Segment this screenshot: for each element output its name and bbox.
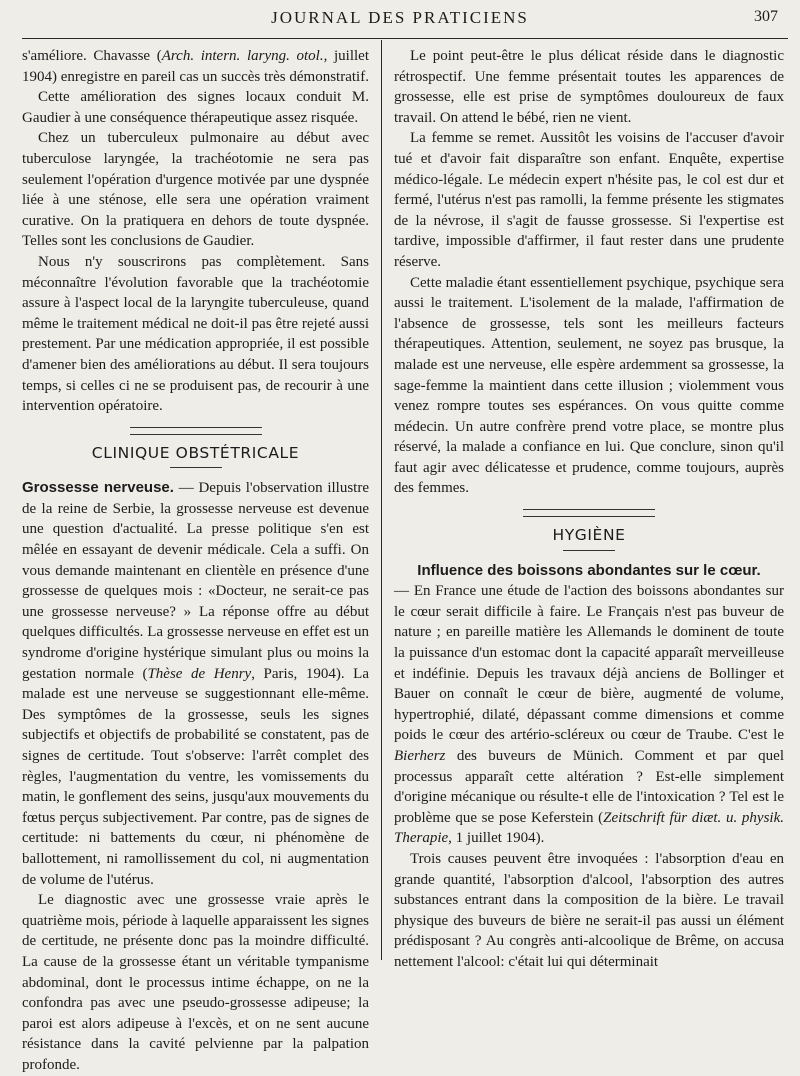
left-column: [22, 46, 369, 1076]
paragraph: Nous n'y souscrirons pas complètement. Sans méconnaître l'évolution favorable que la trachéotomie assure à l'aspect local de la laryngite tuberculeuse, quand même le traitement médical ne doit-il pas être rejeté aussi prestement. Par une médication appropriée, il est possible d'amener bien des améliorations au début. Il sera toujours temps, si celles ci ne se produisent pas, de recourir à une intervention opératoire.: [22, 253, 369, 415]
section-heading: HYGIÈNE: [552, 526, 626, 545]
paragraph: Le diagnostic avec une grossesse vraie après le quatrième mois, période à laquelle apparaissent les signes de certitude, ne présente donc pas la moindre difficulté. La cause de la grossesse étant un véritable tympanisme abdominal, dont le processus intime échappe, on ne la confondra pas avec une pseudo-grossesse adipeuse; la paroi est alors adipeuse à l'excès, et on ne sent aucune résistance dans la cavité pelvienne par la palpation profonde.: [22, 892, 369, 1073]
article-title: Influence des boissons abondantes sur le cœur.: [417, 561, 761, 579]
paragraph: — En France une étude de l'action des boissons abondantes sur le cœur serait difficile à faire. Le Français n'est pas buveur de nature ; en pareille matière les Allemands le dominent de toute la puissance d'un estomac dont la capacité apparaît merveilleuse et indéfinie. Depuis les travaux déjà anciens de Bollinger et Bauer on connaît le cœur de bière, augmenté de volume, hypertrophié, dilaté, dépassant comme dimensions et comme poids le cœur des artério-scléreux ou cœur de Traube. C'est le Bierherz des buveurs de Münich. Comment et par quel processus apparaît cette altération ? Est-elle simplement d'origine mécanique ou résulte-t elle de l'intoxication ? Tel est le problème que se pose Keferstein (Zeitschrift für diæt. u. physik. Therapie, 1 juillet 1904).: [394, 583, 784, 847]
citation: Arch. intern. laryng. otol.,: [161, 48, 328, 64]
header-rule: [22, 38, 788, 39]
heading-underline: [563, 550, 615, 551]
column-divider: [381, 40, 382, 960]
paragraph: s'améliore. Chavasse (Arch. intern. laryng. otol., juillet 1904) enregistre en pareil cas un succès très démonstratif.: [22, 48, 369, 85]
citation: Zeitschrift für diæt. u. physik. Therapie,: [394, 809, 784, 847]
citation: Bierherz: [394, 748, 446, 764]
paragraph: Chez un tuberculeux pulmonaire au début avec tuberculose laryngée, la trachéotomie ne sera pas seulement l'opération d'urgence motivée par une dyspnée liée à une sténose, elle sera une opération vraiment curative. On la pratiquera en dehors de toute dyspnée. Telles sont les conclusions de Gaudier.: [22, 130, 369, 250]
page-number: 307: [754, 8, 778, 25]
section-heading: CLINIQUE OBSTÉTRICALE: [91, 443, 300, 462]
section-divider: [130, 427, 262, 435]
citation: Thèse de Henry: [147, 665, 252, 682]
article-title: Grossesse nerveuse.: [22, 479, 174, 497]
section-divider: [523, 509, 655, 517]
paragraph: Cette maladie étant essentiellement psychique, psychique sera aussi le traitement. L'isolement de la malade, l'affirmation de l'absence de grossesse, tels sont les meilleurs facteurs thérapeutiques. Attention, seulement, ne soyez pas brusque, la malade est une nerveuse, elle espère ardemment sa grossesse, la sage-femme la maintient dans cette illusion ; violemment vous venez rompre toutes ses espérances. On vous quitte comme médecin. Un autre confrère prend votre place, se montre plus réservé, la malade a confiance en lui. Que conclure, sinon qu'il faut agir avec délicatesse et prudence, comme toujours, auprès des femmes.: [394, 274, 784, 497]
paragraph: Le point peut-être le plus délicat réside dans le diagnostic rétrospectif. Une femme présentait toutes les apparences de grossesse, elle est prise de symptômes douloureux de faux travail. On attend le bébé, rien ne vient.: [394, 48, 784, 126]
paragraph: La femme se remet. Aussitôt les voisins de l'accuser d'avoir tué et d'avoir fait disparaître son enfant. Enquête, expertise médico-légale. Le médecin expert n'hésite pas, le col est dur et fermé, l'utérus n'est pas ramolli, la femme présente les stigmates de la névrose, il s'agit de fausse grossesse. Si l'expertise est tardive, impossible d'affirmer, il faut rester dans une prudente réserve.: [394, 130, 784, 270]
right-column: [394, 46, 784, 973]
paragraph: Trois causes peuvent être invoquées : l'absorption d'eau en grande quantité, l'absorption d'alcool, l'absorption des autres substances entrant dans la composition de la bière. Le travail physique des buveurs de bière ne serait-il pas aussi un élément prédisposant ? Au congrès anti-alcoolique de Brême, on accusa nettement l'alcool: c'était lui qui déterminait: [394, 850, 784, 970]
page-header: [0, 8, 800, 34]
paragraph: Cette amélioration des signes locaux conduit M. Gaudier à une conséquence thérapeutique assez risquée.: [22, 89, 369, 126]
running-title: JOURNAL DES PRATICIENS: [271, 8, 529, 27]
paragraph: Grossesse nerveuse. — Depuis l'observation illustre de la reine de Serbie, la grossesse nerveuse est devenue une question d'actualité. La presse politique s'en est mêlée en essayant de devenir médicale. Cela a suffi. On vous demande maintenant en clientèle en présence d'une grossesse de quelques mois : «Docteur, ne serait-ce pas une grossesse nerveuse? » La réponse offre au début quelques difficultés. La grossesse nerveuse en effet est un syndrome d'origine hystérique simulant plus ou moins la gestation normale (Thèse de Henry, Paris, 1904). La malade est une nerveuse se suggestionnant elle-même. Des symptômes de la grossesse, seuls les signes subjectifs et objectifs de probabilité se constatent, pas de signes de certitude. Tout s'observe: l'arrêt complet des règles, l'augmentation du ventre, les vomissements du matin, le gonflement des seins, jusqu'aux mouvements du fœtus perçus subjectivement. Par contre, pas de signes de certitude: ni battements du cœur, ni phénomène de ballottement, ni ramollissement du col, ni augmentation de volume de l'utérus.: [22, 479, 369, 888]
heading-underline: [170, 467, 222, 468]
